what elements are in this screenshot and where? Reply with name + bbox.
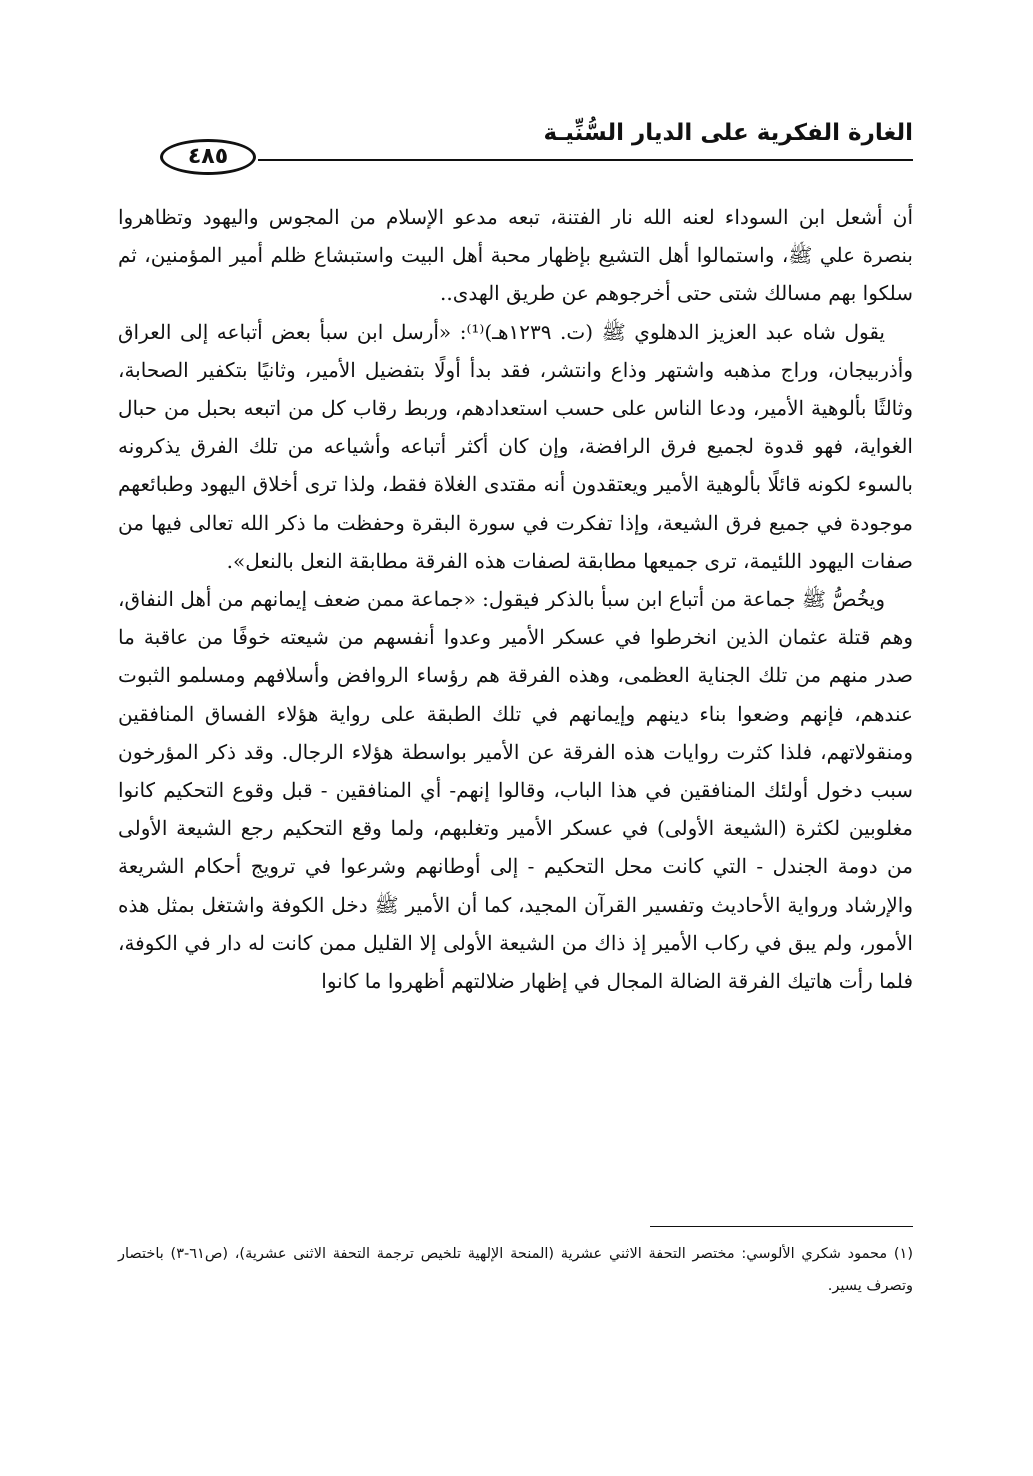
paragraph-1: أن أشعل ابن السوداء لعنه الله نار الفتنة، تبعه مدعو الإسلام من المجوس واليهود وتظاهروا بنصرة علي ﷺ، واستمالوا أهل التشيع بإظهار محبة أهل البيت واستبشاع ظلم أمير المؤمنين، ثم سلكوا بهم مسالك شتى حتى أخرجوهم عن طريق الهدى..: [118, 205, 913, 306]
body-text: [118, 198, 913, 1000]
page-number-badge: ٤٨٥: [160, 139, 256, 175]
paragraph-3: ويخُصُّ ﷺ جماعة من أتباع ابن سبأ بالذكر فيقول: «جماعة ممن ضعف إيمانهم من أهل النفاق، وهم قتلة عثمان الذين انخرطوا في عسكر الأمير وعدوا أنفسهم من شيعته خوفًا من عاقبة ما صدر منهم من تلك الجناية العظمى، وهذه الفرقة هم رؤساء الروافض وأسلافهم ومسلمو الثبوت عندهم، فإنهم وضعوا بناء دينهم وإيمانهم في تلك الطبقة على رواية هؤلاء الفساق المنافقين ومنقولاتهم، فلذا كثرت روايات هذه الفرقة عن الأمير بواسطة هؤلاء الرجال. وقد ذكر المؤرخون سبب دخول أولئك المنافقين في هذا الباب، وقالوا إنهم- أي المنافقين - قبل وقوع التحكيم كانوا مغلوبين لكثرة (الشيعة الأولى) في عسكر الأمير وتغلبهم، ولما وقع التحكيم رجع الشيعة الأولى من دومة الجندل - التي كانت محل التحكيم - إلى أوطانهم وشرعوا في ترويج أحكام الشريعة والإرشاد ورواية الأحاديث وتفسير القرآن المجيد، كما أن الأمير ﷺ دخل الكوفة واشتغل بمثل هذه الأمور، ولم يبق في ركاب الأمير إذ ذاك من الشيعة الأولى إلا القليل ممن كانت له دار في الكوفة، فلما رأت هاتيك الفرقة الضالة المجال في إظهار ضلالتهم أظهروا ما كانوا: [118, 587, 913, 994]
page-header: [118, 108, 913, 180]
paragraph-2: يقول شاه عبد العزيز الدهلوي ﷺ (ت. ١٢٣٩هـ)⁽¹⁾: «أرسل ابن سبأ بعض أتباعه إلى العراق وأذربيجان، وراج مذهبه واشتهر وذاع وانتشر، فقد بدأ أولًا بتفضيل الأمير، وثانيًا بتكفير الصحابة، وثالثًا بألوهية الأمير، ودعا الناس على حسب استعدادهم، وربط رقاب كل من اتبعه بحبل من حبال الغواية، فهو قدوة لجميع فرق الرافضة، وإن كان أكثر أتباعه وأشياعه من تلك الفرق يذكرونه بالسوء لكونه قائلًا بألوهية الأمير ويعتقدون أنه مقتدى الغلاة فقط، ولذا ترى أخلاق اليهود وطبائعهم موجودة في جميع فرق الشيعة، وإذا تفكرت في سورة البقرة وحفظت ما ذكر الله تعالى فيها من صفات اليهود اللئيمة، ترى جميعها مطابقة لصفات هذه الفرقة مطابقة النعل بالنعل».: [118, 319, 913, 573]
footnotes: [118, 1238, 913, 1302]
header-rule: [258, 159, 913, 161]
footnote-1: (١) محمود شكري الألوسي: مختصر التحفة الاثني عشرية (المنحة الإلهية تلخيص ترجمة التحفة الاثنى عشرية)، (ص٦١-٣) باختصار وتصرف يسير.: [118, 1246, 913, 1294]
footnote-rule: [650, 1226, 913, 1227]
running-title: الغارة الفكرية على الديار السُّنِّيـة: [543, 120, 913, 146]
